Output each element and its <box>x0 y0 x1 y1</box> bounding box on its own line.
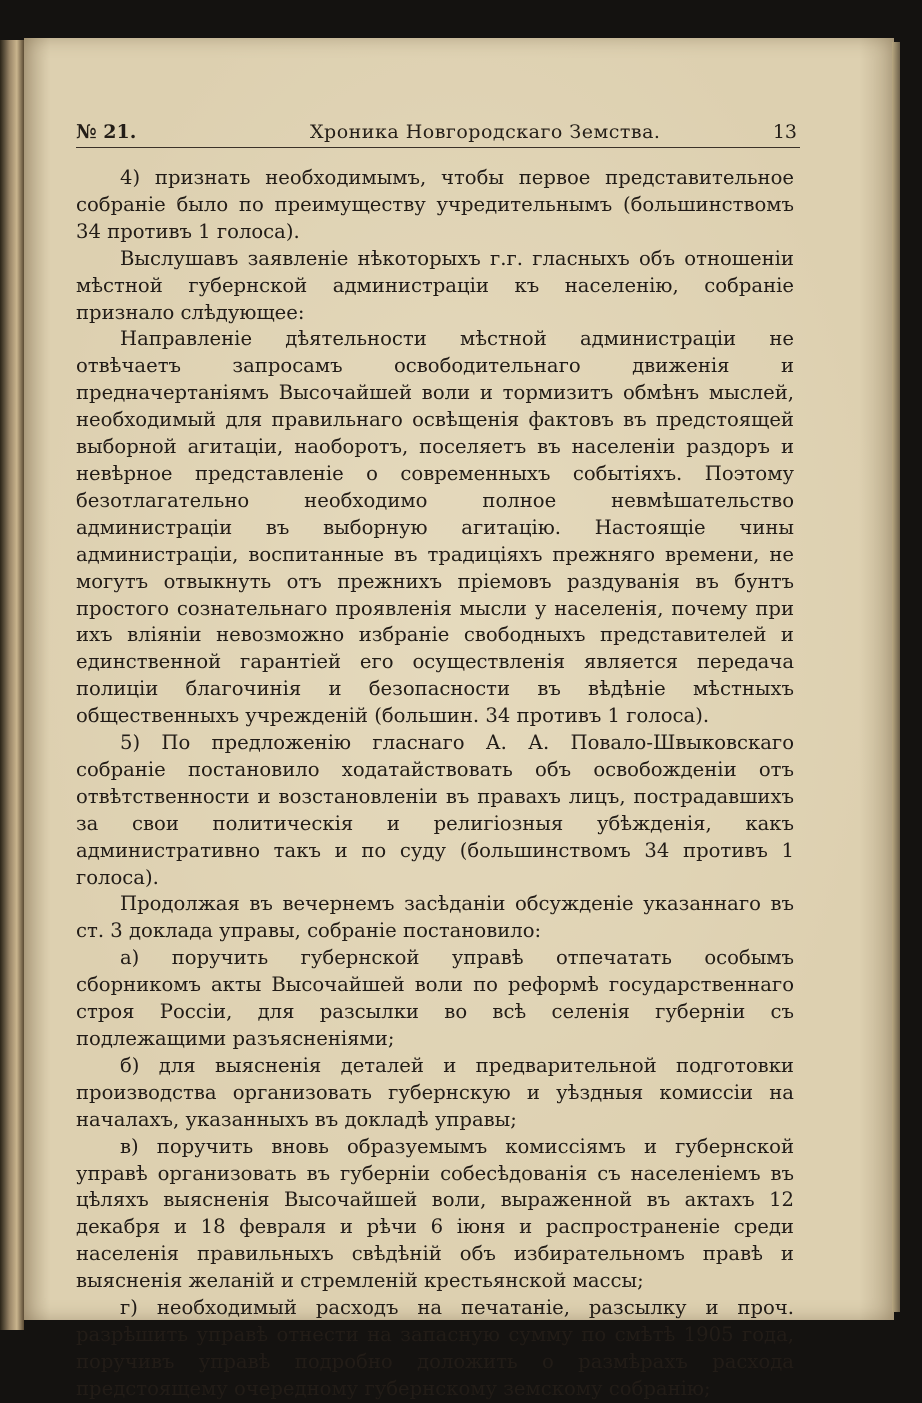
page-text <box>76 165 794 1403</box>
paragraph-sub-v: в) поручить вновь образуемымъ комиссіямъ и губернской управѣ организовать въ губерніи собесѣдованія съ населеніемъ въ цѣляхъ выясненія Высочайшей воли, выраженной въ актахъ 12 декабря и 18 февраля и рѣчи 6 іюня и распространеніе среди населенія правильныхъ свѣдѣній объ избирательномъ правѣ и выясненія желаній и стремленій крестьянской массы; <box>76 1134 794 1293</box>
running-title: Хроника Новгородскаго Земства. <box>310 121 661 143</box>
page-number: 13 <box>772 121 797 143</box>
paragraph-item-4: 4) признать необходимымъ, чтобы первое представительное собраніе было по преимуществу учредительнымъ (большинствомъ 34 противъ 1 голоса). <box>76 166 794 243</box>
header-rule <box>76 147 800 148</box>
paragraph-sub-b: б) для выясненія деталей и предварительной подготовки производства организовать губернскую и уѣздныя комиссіи на началахъ, указанныхъ въ докладѣ управы; <box>76 1053 794 1131</box>
paragraph-sub-a: а) поручить губернской управѣ отпечатать особымъ сборникомъ акты Высочайшей воли по реформѣ государственнаго строя Россіи, для разсылки во всѣ селенія губерніи съ подлежащими разъясненіями; <box>76 946 794 1050</box>
paragraph-resolution-administration: Направленіе дѣятельности мѣстной администраціи не отвѣчаетъ запросамъ освободительнаго движенія и предначертаніямъ Высочайшей воли и тормизитъ обмѣнъ мыслей, необходимый для правильнаго освѣщенія фактовъ въ предстоящей выборной агитаціи, наоборотъ, поселяетъ въ населеніи раздоръ и невѣрное представленіе о современныхъ событіяхъ. Поэтому безотлагательно необходимо полное невмѣшательство администраціи въ выборную агитацію. Настоящіе чины администраціи, воспитанные въ традиціяхъ прежняго времени, не могутъ отвыкнуть отъ прежнихъ пріемовъ раздуванія въ бунтъ простого сознательнаго проявленія мысли у населенія, почему при ихъ вліяніи невозможно избраніе свободныхъ представителей и единственной гарантіей его осуществленія является передача полиціи благочинія и безопасности въ вѣдѣніе мѣстныхъ общественныхъ учрежденій (большин. 34 противъ 1 голоса). <box>76 327 794 728</box>
paragraph-evening-session: Продолжая въ вечернемъ засѣданіи обсужденіе указаннаго въ ст. 3 доклада управы, собраніе постановило: <box>76 892 794 943</box>
paragraph-hearing: Выслушавъ заявленіе нѣкоторыхъ г.г. гласныхъ объ отношеніи мѣстной губернской администраціи къ населенію, собраніе признало слѣдующее: <box>76 246 794 324</box>
book-spine <box>0 40 24 1330</box>
issue-number: № 21. <box>76 121 137 143</box>
page-edge <box>892 42 900 1312</box>
paragraph-item-5: 5) По предложенію гласнаго А. А. Повало-Швыковскаго собраніе постановило ходатайствовать объ освобожденіи отъ отвѣтственности и возстановленіи въ правахъ лицъ, пострадавшихъ за свои политическія и религіозныя убѣжденія, какъ административно такъ и по суду (большинствомъ 34 противъ 1 голоса). <box>76 731 794 889</box>
running-header <box>48 81 797 143</box>
paragraph-sub-g: г) необходимый расходъ на печатаніе, разсылку и проч. разрѣшить управѣ отнести на запасную сумму по смѣтѣ 1905 года, поручивъ управѣ подробно доложить о размѣрахъ расхода предстоящему очередному губернскому земскому собранію; <box>76 1296 794 1400</box>
